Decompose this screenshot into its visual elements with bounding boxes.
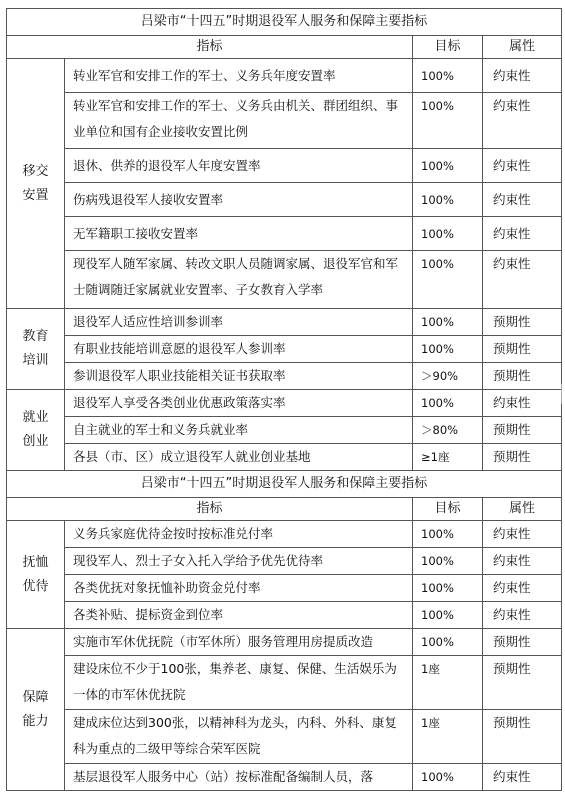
category-label: 抚恤 优待 xyxy=(22,554,49,594)
table-row xyxy=(7,417,562,444)
attribute-cell: 预期性 xyxy=(483,444,562,471)
attribute-cell: 预期性 xyxy=(483,629,562,656)
header-target: 目标 xyxy=(413,36,483,59)
category-label: 就业 创业 xyxy=(22,410,49,449)
target-cell: 1座 xyxy=(413,710,483,764)
table-row xyxy=(7,309,562,336)
target-cell: 100% xyxy=(413,336,483,363)
indicator-cell: 退役军人适应性培训参训率 xyxy=(65,309,413,336)
attribute-cell: 预期性 xyxy=(483,710,562,764)
target-cell: 100% xyxy=(413,764,483,791)
indicator-cell: 各类优抚对象抚恤补助资金兑付率 xyxy=(65,575,413,602)
table-row xyxy=(7,363,562,390)
table-row xyxy=(7,217,562,251)
table-row xyxy=(7,602,562,629)
attribute-cell: 预期性 xyxy=(483,417,562,444)
indicator-cell: 转业军官和安排工作的军士、义务兵年度安置率 xyxy=(65,59,413,93)
attribute-cell: 约束性 xyxy=(483,390,562,417)
attribute-cell: 预期性 xyxy=(483,363,562,390)
target-cell: 1座 xyxy=(413,656,483,710)
header-indicator: 指标 xyxy=(7,36,413,59)
attribute-cell: 预期性 xyxy=(483,656,562,710)
attribute-cell: 约束性 xyxy=(483,548,562,575)
attribute-cell: 约束性 xyxy=(483,521,562,548)
indicator-cell: 转业军官和安排工作的军士、义务兵由机关、群团组织、事业单位和国有企业接收安置比例 xyxy=(65,93,413,149)
page-edge-mark xyxy=(561,384,565,404)
category-resettle xyxy=(7,59,65,309)
table-row xyxy=(7,59,562,93)
target-cell: ≥1座 xyxy=(413,444,483,471)
indicator-cell: 有职业技能培训意愿的退役军人参训率 xyxy=(65,336,413,363)
header-attribute: 属性 xyxy=(483,36,562,59)
table-header-row xyxy=(7,498,562,521)
attribute-cell: 约束性 xyxy=(483,149,562,183)
attribute-cell: 预期性 xyxy=(483,309,562,336)
attribute-cell: 约束性 xyxy=(483,251,562,309)
table-title: 吕梁市“十四五”时期退役军人服务和保障主要指标 xyxy=(7,9,562,36)
table-header-row xyxy=(7,36,562,59)
indicator-cell: 建成床位达到300张，以精神科为龙头，内科、外科、康复科为重点的二级甲等综合荣军医院 xyxy=(65,710,413,764)
table-title-row xyxy=(7,9,562,36)
target-cell: 100% xyxy=(413,521,483,548)
target-cell: ＞80% xyxy=(413,417,483,444)
indicator-cell: 参训退役军人职业技能相关证书获取率 xyxy=(65,363,413,390)
table-row xyxy=(7,444,562,471)
attribute-cell: 约束性 xyxy=(483,59,562,93)
category-label: 教育 培训 xyxy=(22,329,49,368)
indicator-cell: 现役军人、烈士子女入托入学给予优先优待率 xyxy=(65,548,413,575)
target-cell: 100% xyxy=(413,149,483,183)
attribute-cell: 约束性 xyxy=(483,764,562,791)
table-row xyxy=(7,93,562,149)
attribute-cell: 约束性 xyxy=(483,217,562,251)
target-cell: 100% xyxy=(413,602,483,629)
target-cell: 100% xyxy=(413,217,483,251)
table-row xyxy=(7,336,562,363)
indicator-cell: 义务兵家庭优待金按时按标准兑付率 xyxy=(65,521,413,548)
attribute-cell: 约束性 xyxy=(483,602,562,629)
target-cell: 100% xyxy=(413,59,483,93)
indicator-cell: 建设床位不少于100张，集养老、康复、保健、生活娱乐为一体的市军休优抚院 xyxy=(65,656,413,710)
indicator-cell: 实施市军休优抚院（市军休所）服务管理用房提质改造 xyxy=(65,629,413,656)
target-cell: 100% xyxy=(413,390,483,417)
header-indicator: 指标 xyxy=(7,498,413,521)
table-row xyxy=(7,629,562,656)
indicator-table xyxy=(6,8,562,791)
table-row xyxy=(7,251,562,309)
category-label: 保障 能力 xyxy=(22,689,49,729)
indicator-cell: 自主就业的军士和义务兵就业率 xyxy=(65,417,413,444)
indicator-cell: 现役军人随军家属、转改文职人员随调家属、退役军官和军士随调随迁家属就业安置率、子女教育入学率 xyxy=(65,251,413,309)
category-label: 移交 安置 xyxy=(22,163,49,203)
target-cell: 100% xyxy=(413,251,483,309)
target-cell: 100% xyxy=(413,548,483,575)
attribute-cell: 约束性 xyxy=(483,575,562,602)
table-row xyxy=(7,710,562,764)
table-title: 吕梁市“十四五”时期退役军人服务和保障主要指标 xyxy=(7,471,562,498)
table-row xyxy=(7,390,562,417)
category-employment xyxy=(7,390,65,471)
attribute-cell: 约束性 xyxy=(483,183,562,217)
target-cell: 100% xyxy=(413,93,483,149)
target-cell: 100% xyxy=(413,309,483,336)
category-pension xyxy=(7,521,65,629)
indicator-cell: 各类补贴、提标资金到位率 xyxy=(65,602,413,629)
indicator-cell: 伤病残退役军人接收安置率 xyxy=(65,183,413,217)
table-row xyxy=(7,764,562,791)
table-row xyxy=(7,575,562,602)
indicator-cell: 退役军人享受各类创业优惠政策落实率 xyxy=(65,390,413,417)
attribute-cell: 预期性 xyxy=(483,336,562,363)
attribute-cell: 约束性 xyxy=(483,93,562,149)
table-row xyxy=(7,656,562,710)
header-target: 目标 xyxy=(413,498,483,521)
table-title-row xyxy=(7,471,562,498)
category-guarantee xyxy=(7,629,65,791)
target-cell: 100% xyxy=(413,629,483,656)
table-row xyxy=(7,183,562,217)
indicator-cell: 无军籍职工接收安置率 xyxy=(65,217,413,251)
target-cell: 100% xyxy=(413,183,483,217)
indicator-cell: 各县（市、区）成立退役军人就业创业基地 xyxy=(65,444,413,471)
category-education xyxy=(7,309,65,390)
table-row xyxy=(7,548,562,575)
target-cell: 100% xyxy=(413,575,483,602)
table-row xyxy=(7,149,562,183)
target-cell: ＞90% xyxy=(413,363,483,390)
table-row xyxy=(7,521,562,548)
indicator-cell: 退休、供养的退役军人年度安置率 xyxy=(65,149,413,183)
indicator-cell: 基层退役军人服务中心（站）按标准配备编制人员，落 xyxy=(65,764,413,791)
header-attribute: 属性 xyxy=(483,498,562,521)
